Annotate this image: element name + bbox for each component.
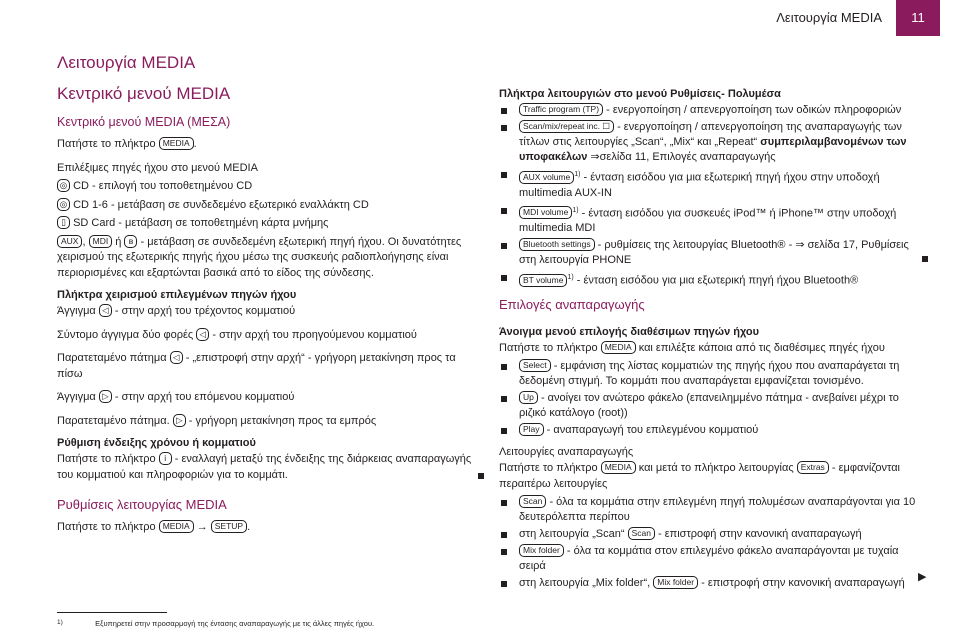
playback-title: Επιλογές αναπαραγωγής	[499, 296, 645, 312]
reference-arrow-icon: ⇒	[590, 151, 600, 163]
footnote-text: Εξυπηρετεί στην προσαρμογή της έντασης αναπαραγωγής με τις άλλες πηγές ήχου.	[95, 619, 375, 628]
modes-list	[499, 495, 919, 591]
source-external: AUX , MDI ή ʙ - μετάβαση σε συνδεδεμένη εξωτερική πηγή ήχου. Οι δυνατότητες χειρισμού της εξωτερικής πηγής ήχου μέσω της συσκευής ραδιοπλοήγησης είναι περιορισμένες και εξαρτώνται βασικά από το είδος της σύνδεσης.	[57, 235, 462, 279]
cd-changer-icon: ◎	[57, 198, 70, 211]
list-item: Mix folder - όλα τα κομμάτια στον επιλεγμένο φάκελο αναπαράγονται με τυχαία σειρά	[499, 544, 919, 574]
settings-buttons-list	[499, 103, 919, 289]
page-number: 11	[896, 0, 940, 36]
time-heading: Ρύθμιση ένδειξης χρόνου ή κομματιού	[57, 437, 256, 449]
buttons-heading: Πλήκτρα λειτουργιών στο μενού Ρυθμίσεις- Πολυμέσα	[499, 88, 781, 100]
mdi-key: MDI	[89, 235, 113, 248]
media-key: MEDIA	[601, 461, 636, 474]
list-item: MDI volume $^{1)}$ - ένταση εισόδου για συσκευές iPod™ ή iPhone™ στην υποδοχή multimedia MDI	[499, 203, 919, 237]
left-column	[57, 50, 472, 544]
footnote-divider	[57, 612, 167, 613]
next-track-icon: ▷	[173, 414, 186, 427]
modes-heading: Λειτουργίες αναπαραγωγής	[499, 446, 634, 459]
open-menu-heading: Άνοιγμα μενού επιλογής διαθέσιμων πηγών ήχου	[499, 325, 760, 338]
up-key: Up	[519, 391, 538, 404]
right-column	[499, 88, 919, 599]
sd-card-icon: ▯	[57, 216, 70, 229]
setup-key: SETUP	[211, 520, 247, 533]
footnote-number: 1)	[57, 619, 63, 626]
list-item: στη λειτουργία „Mix folder“, Mix folder - επιστροφή στην κανονική αναπαραγωγή	[499, 576, 919, 591]
open-menu-line: Πατήστε το πλήκτρο MEDIA και επιλέξτε κάποια από τις διαθέσιμες πηγές ήχου	[499, 341, 885, 354]
select-key: Select	[519, 359, 551, 372]
press-media-line: Πατήστε το πλήκτρο MEDIA .	[57, 138, 197, 150]
mix-folder-key: Mix folder	[519, 544, 564, 557]
list-item: Select - εμφάνιση της λίστας κομματιών της πηγής ήχου που αναπαράγεται τη δεδομένη στιγμή. Το κομμάτι που αναπαράγεται εμφανίζεται τονισμένο.	[499, 359, 919, 389]
list-item: BT volume $^{1)}$ - ένταση εισόδου για μια εξωτερική πηγή ήχου Bluetooth®	[499, 270, 919, 289]
arrow-right-icon: →	[196, 521, 208, 533]
extras-key: Extras	[797, 461, 829, 474]
sources-heading: Επιλέξιμες πηγές ήχου στο μενού MEDIA	[57, 161, 258, 174]
list-item: AUX volume $^{1)}$ - ένταση εισόδου για μια εξωτερική πηγή ήχου στην υποδοχή multimedia AUX-IN	[499, 167, 919, 201]
header-title: Λειτουργία MEDIA	[776, 10, 882, 25]
scan-key: Scan	[628, 527, 655, 540]
traffic-program-key: Traffic program (TP)	[519, 103, 603, 116]
tap-next-line: Άγγιγμα ▷ - στην αρχή του επόμενου κομματιού	[57, 391, 295, 403]
section-end-marker	[478, 473, 484, 479]
info-icon: i	[159, 452, 172, 465]
section-end-marker	[922, 256, 928, 262]
page-header	[0, 0, 960, 36]
page-title: Λειτουργία MEDIA	[57, 53, 196, 72]
settings-title: Ρυθμίσεις λειτουργίας MEDIA	[57, 497, 227, 512]
tap-prev-line: Άγγιγμα ◁ - στην αρχή του τρέχοντος κομματιού	[57, 305, 296, 317]
source-cd-changer: ◎ CD 1-6 - μετάβαση σε συνδεδεμένο εξωτερικό εναλλάκτη CD	[57, 198, 472, 214]
time-line: Πατήστε το πλήκτρο i - εναλλαγή μεταξύ της ένδειξης της διάρκειας αναπαραγωγής του κομματιού και πληροφοριών για το κομμάτι.	[57, 453, 472, 481]
list-item: Traffic program (TP) - ενεργοποίηση / απενεργοποίηση των οδικών πληροφοριών	[499, 103, 919, 118]
settings-line: Πατήστε το πλήκτρο MEDIA → SETUP .	[57, 520, 472, 536]
bluetooth-icon: ʙ	[124, 235, 137, 248]
double-tap-line: Σύντομο άγγιγμα δύο φορές ◁ - στην αρχή του προηγούμενου κομματιού	[57, 328, 417, 341]
list-item: Scan - όλα τα κομμάτια στην επιλεγμένη πηγή πολυμέσων αναπαράγονται για 10 δευτερόλεπτα περίπου	[499, 495, 919, 525]
open-menu-list	[499, 359, 919, 438]
aux-key: AUX	[57, 235, 82, 248]
hold-prev-line: Παρατεταμένο πάτημα ◁ - „επιστροφή στην αρχή“ - γρήγορη μετακίνηση προς τα πίσω	[57, 352, 456, 380]
media-key: MEDIA	[601, 341, 636, 354]
hold-next-line: Παρατεταμένο πάτημα. ▷ - γρήγορη μετακίνηση προς τα εμπρός	[57, 414, 377, 427]
media-key: MEDIA	[159, 520, 194, 533]
modes-line: Πατήστε το πλήκτρο MEDIA και μετά το πλήκτρο λειτουργίας Extras - εμφανίζονται περαιτέρω λειτουργίες	[499, 462, 900, 490]
list-item: Up - ανοίγει τον ανώτερο φάκελο (επανειλημμένο πάτημα - ανεβαίνει μέχρι το ριζικό κατάλογο (root))	[499, 391, 919, 421]
mix-folder-key: Mix folder	[653, 576, 698, 589]
aux-volume-key: AUX volume	[519, 171, 574, 184]
footnote	[57, 619, 374, 628]
media-key: MEDIA	[159, 137, 194, 150]
list-item: Play - αναπαραγωγή του επιλεγμένου κομματιού	[499, 423, 919, 438]
bluetooth-settings-key: Bluetooth settings	[519, 238, 595, 251]
scan-mix-repeat-key: Scan/mix/repeat inc. ☐	[519, 120, 614, 133]
continue-arrow-icon: ▶	[918, 571, 927, 583]
source-cd: ◎ CD - επιλογή του τοποθετημένου CD	[57, 179, 472, 195]
next-track-icon: ▷	[99, 390, 112, 403]
list-item: στη λειτουργία „Scan“ Scan - επιστροφή στην κανονική αναπαραγωγή	[499, 527, 919, 542]
prev-track-icon: ◁	[99, 304, 112, 317]
scan-key: Scan	[519, 495, 546, 508]
main-menu-subtitle: Κεντρικό μενού MEDIA (ΜΕΣΑ)	[57, 115, 231, 129]
main-menu-title: Κεντρικό μενού MEDIA	[57, 84, 231, 103]
cd-disc-icon: ◎	[57, 179, 70, 192]
list-item: Scan/mix/repeat inc. ☐ - ενεργοποίηση / απενεργοποίηση της αναπαραγωγής των τίτλων στις λειτουργίες „Scan“, „Mix“ και „Repeat“ συμπεριλαμβανομένων των υποφακέλων ⇒σελίδα 11, Επιλογές αναπαραγωγής	[499, 120, 919, 165]
prev-track-icon: ◁	[170, 351, 183, 364]
source-sd-card: ▯ SD Card - μετάβαση σε τοποθετημένη κάρτα μνήμης	[57, 216, 472, 232]
play-key: Play	[519, 423, 544, 436]
checkbox-icon: ☐	[602, 121, 611, 131]
list-item: Bluetooth settings - ρυθμίσεις της λειτουργίας Bluetooth® - ⇒ σελίδα 17, Ρυθμίσεις στη λειτουργία PHONE	[499, 238, 919, 268]
bt-volume-key: BT volume	[519, 274, 567, 287]
prev-track-icon: ◁	[196, 328, 209, 341]
control-heading: Πλήκτρα χειρισμού επιλεγμένων πηγών ήχου	[57, 289, 297, 301]
mdi-volume-key: MDI volume	[519, 206, 572, 219]
